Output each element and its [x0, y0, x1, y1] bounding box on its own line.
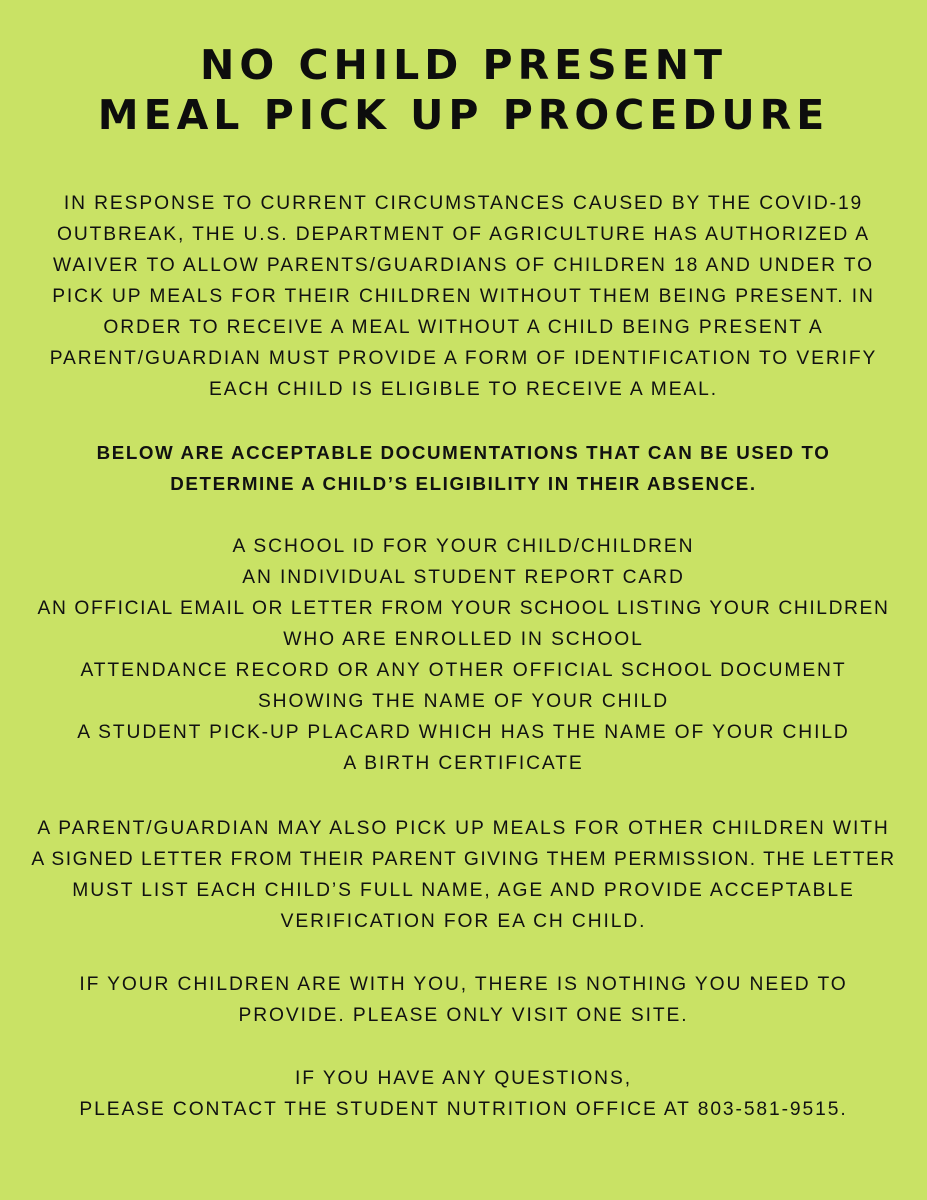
- title-line-1: NO CHILD PRESENT: [200, 41, 727, 89]
- other-children-paragraph: [0, 813, 927, 937]
- other-children-line: A PARENT/GUARDIAN MAY ALSO PICK UP MEALS FOR OTHER CHILDREN WITH: [37, 818, 890, 839]
- other-children-line: MUST LIST EACH CHILD’S FULL NAME, AGE AND PROVIDE ACCEPTABLE: [72, 880, 855, 901]
- intro-line: IN RESPONSE TO CURRENT CIRCUMSTANCES CAUSED BY THE COVID-19: [63, 193, 864, 214]
- contact-paragraph: [0, 1063, 927, 1125]
- children-with-you-line: PROVIDE. PLEASE ONLY VISIT ONE SITE.: [238, 1005, 689, 1026]
- document-item: A BIRTH CERTIFICATE: [343, 753, 584, 774]
- documents-list: [0, 531, 927, 779]
- document-item: AN INDIVIDUAL STUDENT REPORT CARD: [242, 567, 685, 588]
- contact-line: IF YOU HAVE ANY QUESTIONS,: [295, 1068, 632, 1089]
- children-with-you-paragraph: [0, 969, 927, 1031]
- intro-line: EACH CHILD IS ELIGIBLE TO RECEIVE A MEAL.: [208, 379, 719, 400]
- document-item: ATTENDANCE RECORD OR ANY OTHER OFFICIAL SCHOOL DOCUMENT: [80, 660, 847, 681]
- document-item: A STUDENT PICK-UP PLACARD WHICH HAS THE NAME OF YOUR CHILD: [77, 722, 850, 743]
- documents-heading: [0, 437, 927, 499]
- documents-heading-line: DETERMINE A CHILD’S ELIGIBILITY IN THEIR ABSENCE.: [170, 473, 757, 494]
- title-line-2: MEAL PICK UP PROCEDURE: [97, 91, 830, 139]
- document-item: WHO ARE ENROLLED IN SCHOOL: [283, 629, 644, 650]
- intro-line: ORDER TO RECEIVE A MEAL WITHOUT A CHILD BEING PRESENT A: [103, 317, 824, 338]
- intro-line: PICK UP MEALS FOR THEIR CHILDREN WITHOUT THEM BEING PRESENT. IN: [52, 286, 875, 307]
- intro-line: PARENT/GUARDIAN MUST PROVIDE A FORM OF IDENTIFICATION TO VERIFY: [49, 348, 878, 369]
- other-children-line: A SIGNED LETTER FROM THEIR PARENT GIVING THEM PERMISSION. THE LETTER: [31, 849, 896, 870]
- documents-heading-line: BELOW ARE ACCEPTABLE DOCUMENTATIONS THAT CAN BE USED TO: [96, 442, 831, 463]
- document-item: AN OFFICIAL EMAIL OR LETTER FROM YOUR SCHOOL LISTING YOUR CHILDREN: [37, 598, 890, 619]
- other-children-line: VERIFICATION FOR EA CH CHILD.: [280, 911, 647, 932]
- intro-line: WAIVER TO ALLOW PARENTS/GUARDIANS OF CHILDREN 18 AND UNDER TO: [53, 255, 874, 276]
- document-item: SHOWING THE NAME OF YOUR CHILD: [257, 691, 670, 712]
- intro-paragraph: [0, 188, 927, 405]
- contact-line: PLEASE CONTACT THE STUDENT NUTRITION OFFICE AT 803-581-9515.: [79, 1099, 848, 1120]
- document-item: A SCHOOL ID FOR YOUR CHILD/CHILDREN: [232, 536, 695, 557]
- intro-line: OUTBREAK, THE U.S. DEPARTMENT OF AGRICULTURE HAS AUTHORIZED A: [56, 224, 871, 245]
- children-with-you-line: IF YOUR CHILDREN ARE WITH YOU, THERE IS NOTHING YOU NEED TO: [79, 974, 848, 995]
